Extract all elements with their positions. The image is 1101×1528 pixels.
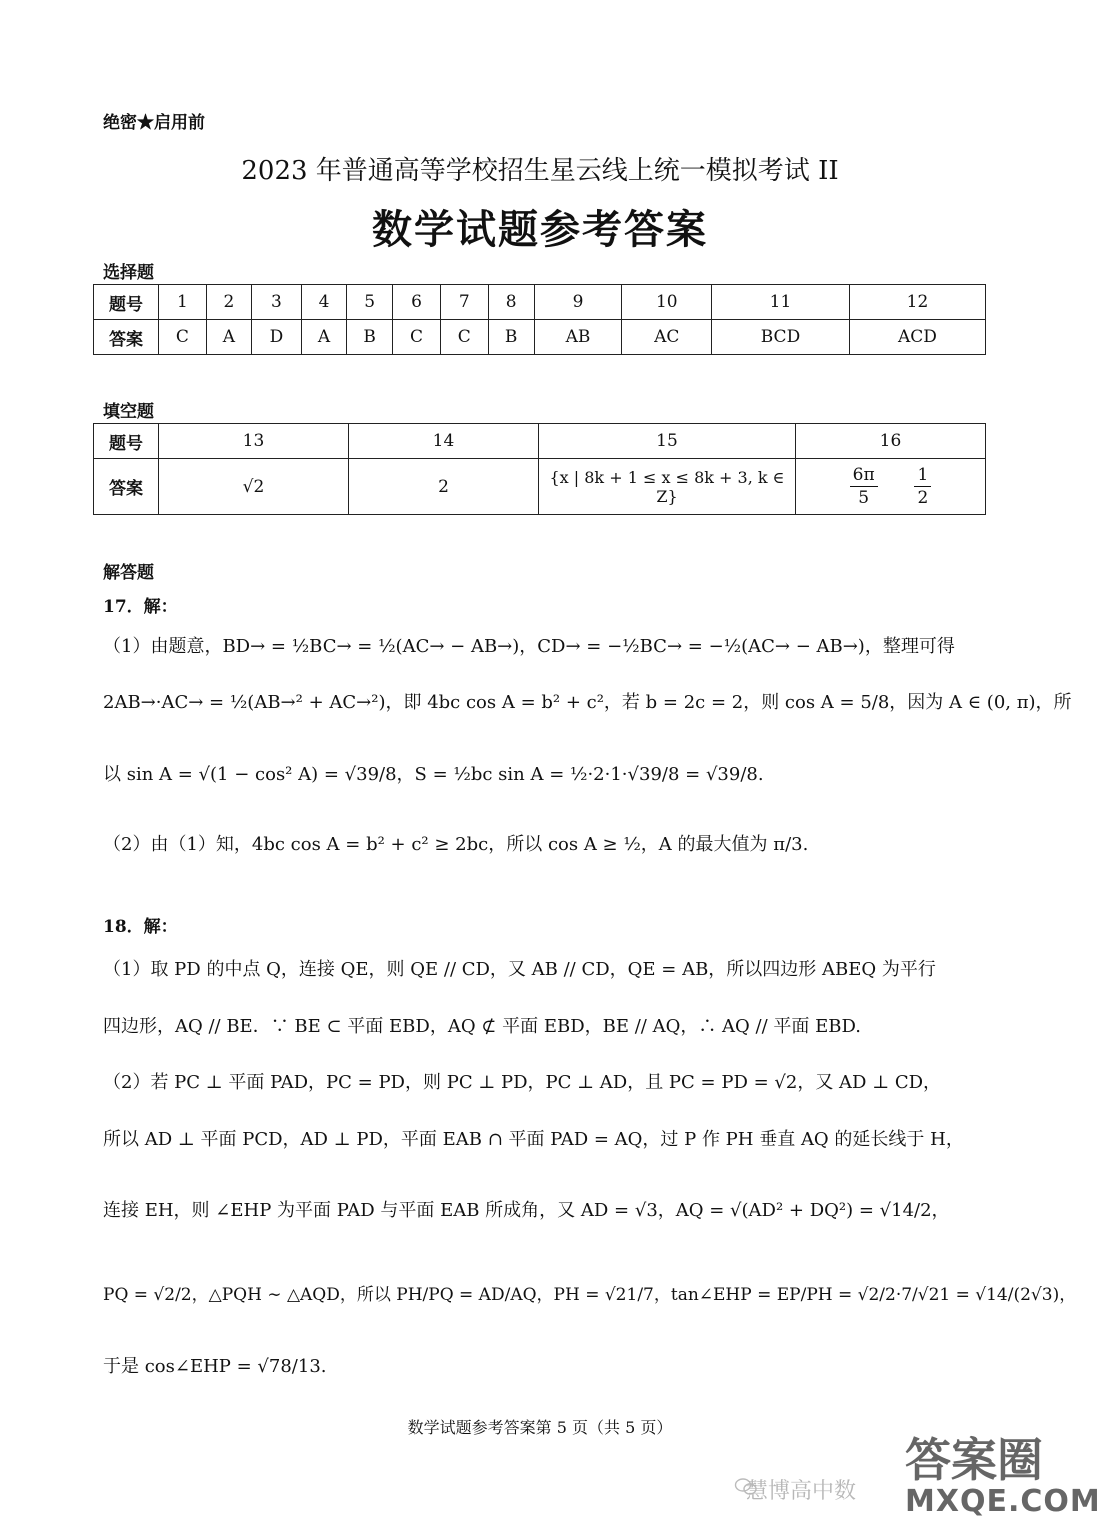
answer-cell [796, 459, 986, 515]
answer-cell: {x | 8k + 1 ≤ x ≤ 8k + 3, k ∈ Z} [539, 459, 796, 515]
answer-cell: AC [622, 320, 712, 355]
table-row [94, 424, 986, 459]
question-number: 2 [206, 285, 251, 320]
fraction [914, 464, 931, 509]
solution-line: （2）若 PC ⊥ 平面 PAD，PC = PD，则 PC ⊥ PD，PC ⊥ AD，且 PC = PD = √2，又 AD ⊥ CD， [103, 1072, 942, 1093]
exam-title: 2023 年普通高等学校招生星云线上统一模拟考试 II [241, 156, 839, 186]
solution-line: 所以 AD ⊥ 平面 PCD，AD ⊥ PD，平面 EAB ∩ 平面 PAD = AQ，过 P 作 PH 垂直 AQ 的延长线于 H， [103, 1129, 964, 1150]
row-header: 题号 [94, 285, 159, 320]
table-row [94, 320, 986, 355]
answer-cell: C [159, 320, 207, 355]
choice-answer-table [93, 284, 986, 355]
question-number: 5 [347, 285, 393, 320]
numerator: 6π [850, 464, 878, 487]
denominator: 2 [917, 488, 929, 508]
row-header: 题号 [94, 424, 159, 459]
fill-section-label: 填空题 [103, 402, 154, 422]
watermark-site: MXQE.COM [905, 1484, 1101, 1519]
page-footer: 数学试题参考答案第 5 页（共 5 页） [407, 1418, 673, 1437]
solution-line: 连接 EH，则 ∠EHP 为平面 PAD 与平面 EAB 所成角，又 AD = √3，AQ = √(AD² + DQ²) = √14/2， [103, 1200, 950, 1221]
solution-line: 2AB→·AC→ = ½(AB→² + AC→²)，即 4bc cos A = b² + c²，若 b = 2c = 2，则 cos A = 5/8，因为 A ∈ (0, π)，所 [103, 692, 1072, 713]
question-17-heading: 17．解： [103, 597, 178, 617]
answer-cell: ACD [849, 320, 985, 355]
question-18-heading: 18．解： [103, 917, 178, 937]
table-row [94, 459, 986, 515]
row-header: 答案 [94, 320, 159, 355]
question-number: 11 [712, 285, 850, 320]
answer-cell: D [252, 320, 302, 355]
question-number: 7 [440, 285, 488, 320]
question-number: 14 [349, 424, 539, 459]
fill-answer-table [93, 423, 986, 515]
solution-line: 于是 cos∠EHP = √78/13. [103, 1356, 327, 1377]
watermark-account: 慧博高中数 [746, 1479, 857, 1504]
solution-line: （1）取 PD 的中点 Q，连接 QE，则 QE // CD，又 AB // CD，QE = AB，所以四边形 ABEQ 为平行 [103, 959, 936, 980]
solution-line: PQ = √2/2，△PQH ∼ △AQD，所以 PH/PQ = AD/AQ，PH = √21/7，tan∠EHP = EP/PH = √2/2·7/√21 = √14/(2√3)， [103, 1285, 1077, 1305]
solutions-section-label: 解答题 [103, 563, 154, 583]
watermark-logo [895, 1418, 1101, 1524]
question-number: 15 [539, 424, 796, 459]
question-number: 13 [159, 424, 349, 459]
answer-cell: C [440, 320, 488, 355]
page-title: 数学试题参考答案 [372, 206, 708, 253]
table-row [94, 285, 986, 320]
confidential-label: 绝密★启用前 [103, 113, 205, 133]
choice-section-label: 选择题 [103, 263, 154, 283]
question-number: 16 [796, 424, 986, 459]
question-number: 4 [301, 285, 346, 320]
question-number: 8 [488, 285, 534, 320]
answer-cell: B [347, 320, 393, 355]
answer-cell: C [393, 320, 441, 355]
watermark-logo-text: 答案圈 [905, 1433, 1043, 1487]
answer-cell: AB [534, 320, 622, 355]
answer-cell: BCD [712, 320, 850, 355]
answer-cell: B [488, 320, 534, 355]
question-number: 1 [159, 285, 207, 320]
answer-cell: 2 [349, 459, 539, 515]
answer-cell: A [206, 320, 251, 355]
answer-cell: √2 [159, 459, 349, 515]
solution-line: 以 sin A = √(1 − cos² A) = √39/8，S = ½bc sin A = ½·2·1·√39/8 = √39/8. [103, 764, 764, 785]
solution-line: （1）由题意，BD→ = ½BC→ = ½(AC→ − AB→)，CD→ = −½BC→ = −½(AC→ − AB→)，整理可得 [103, 636, 955, 657]
question-number: 12 [849, 285, 985, 320]
denominator: 5 [858, 488, 870, 508]
question-number: 3 [252, 285, 302, 320]
question-number: 9 [534, 285, 622, 320]
question-number: 10 [622, 285, 712, 320]
solution-line: （2）由（1）知，4bc cos A = b² + c² ≥ 2bc，所以 cos A ≥ ½，A 的最大值为 π/3. [103, 834, 809, 855]
fraction [850, 464, 878, 509]
question-number: 6 [393, 285, 441, 320]
answer-cell: A [301, 320, 346, 355]
row-header: 答案 [94, 459, 159, 515]
solution-line: 四边形，AQ // BE．∵ BE ⊂ 平面 EBD，AQ ⊄ 平面 EBD，BE // AQ，∴ AQ // 平面 EBD. [103, 1016, 861, 1037]
numerator: 1 [914, 464, 931, 487]
